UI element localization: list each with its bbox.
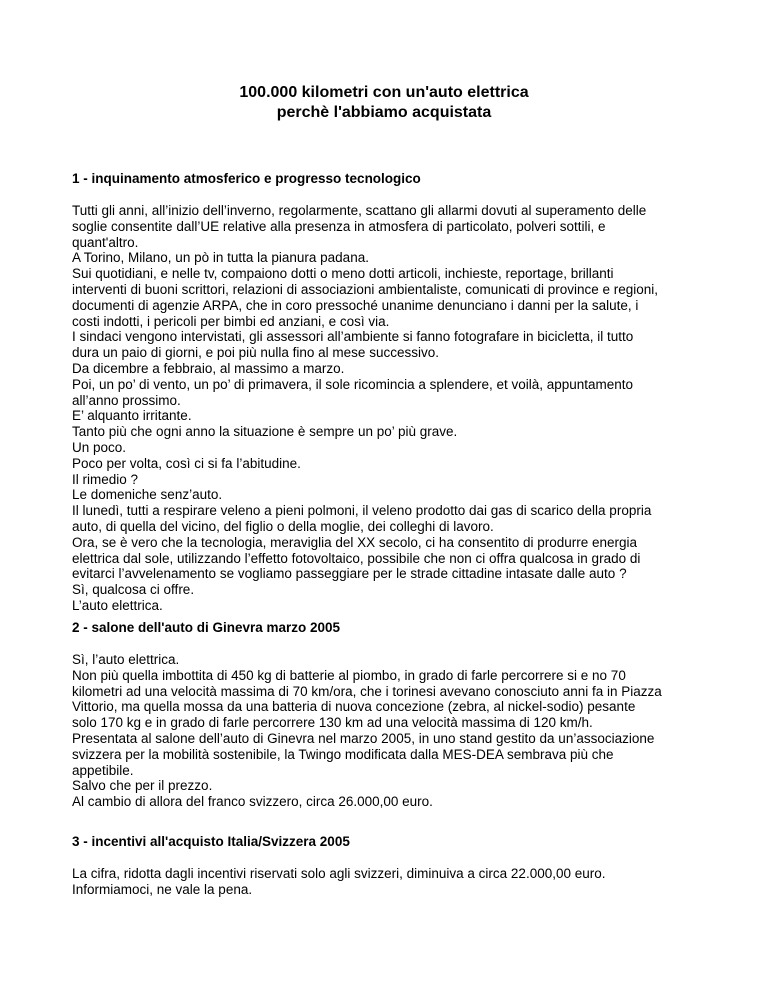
paragraph-line: Tutti gli anni, all’inizio dell’inverno, regolarmente, scattano gli allarmi dovuti al superamento delle <box>72 203 647 218</box>
paragraph-line: I sindaci vengono intervistati, gli assessori all’ambiente si fanno fotografare in bicicletta, il tutto <box>72 329 634 345</box>
paragraph-line: documenti di agenzie ARPA, che in coro pressoché unanime denunciano i danni per la salute, i <box>72 297 639 313</box>
paragraph-line: Vittorio, ma quella mossa da una batteria di nuova concezione (zebra, al nickel-sodio) pesante <box>72 699 636 715</box>
section-body <box>72 652 712 810</box>
section-heading: 3 - incentivi all'acquisto Italia/Svizzera 2005 <box>72 834 350 849</box>
paragraph-line: Presentata al salone dell’auto di Ginevra nel marzo 2005, in uno stand gestito da un’associazione <box>72 730 655 746</box>
document-title <box>0 83 768 123</box>
section-heading: 2 - salone dell'auto di Ginevra marzo 2005 <box>72 620 341 635</box>
paragraph-line: E’ alquanto irritante. <box>72 408 192 424</box>
paragraph-line: Salvo che per il prezzo. <box>72 778 213 794</box>
section-heading: 1 - inquinamento atmosferico e progresso tecnologico <box>72 171 421 186</box>
paragraph-line: svizzera per la mobilità sostenibile, la Twingo modificata dalla MES-DEA sembrava più che <box>72 746 614 762</box>
paragraph-line: A Torino, Milano, un pò in tutta la pianura padana. <box>72 250 369 266</box>
paragraph-line: evitarci l’avvelenamento se vogliamo passeggiare per le strade cittadine intasate dalle auto ? <box>72 566 627 582</box>
section-1 <box>72 171 712 614</box>
paragraph-line: Sui quotidiani, e nelle tv, compaiono dotti o meno dotti articoli, inchieste, reportage, brillanti <box>72 266 614 282</box>
paragraph-line: Il rimedio ? <box>72 471 139 487</box>
section-2 <box>72 620 712 810</box>
paragraph-line: costi indotti, i pericoli per bimbi ed anziani, e così via. <box>72 313 390 329</box>
paragraph-line: Poi, un po’ di vento, un po’ di primavera, il sole ricomincia a splendere, et voilà, appuntamento <box>72 376 634 392</box>
section-3 <box>72 834 712 898</box>
paragraph-line: quant'altro. <box>72 234 139 250</box>
paragraph-line: solo 170 kg e in grado di farle percorrere 130 km ad una velocità massima di 120 km/h. <box>72 715 593 731</box>
paragraph-line: Un poco. <box>72 439 127 455</box>
paragraph-line: Non più quella imbottita di 450 kg di batterie al piombo, in grado di farle percorrere si e no 70 <box>72 667 626 683</box>
paragraph-line: Sì, l’auto elettrica. <box>72 652 180 667</box>
section-body <box>72 203 712 614</box>
title-line-1: 100.000 kilometri con un'auto elettrica <box>239 84 529 101</box>
section-body <box>72 866 712 898</box>
paragraph-line: Informiamoci, ne vale la pena. <box>72 881 253 897</box>
paragraph-line: elettrica dal sole, utilizzando l’effetto fotovoltaico, possibile che non ci offra qualcosa in grado di <box>72 550 641 566</box>
paragraph-line: Al cambio di allora del franco svizzero, circa 26.000,00 euro. <box>72 794 433 810</box>
paragraph-line: auto, di quella del vicino, del figlio o della moglie, dei colleghi di lavoro. <box>72 518 494 534</box>
paragraph-line: Ora, se è vero che la tecnologia, meraviglia del XX secolo, ci ha consentito di produrre energia <box>72 534 638 550</box>
paragraph-line: kilometri ad una velocità massima di 70 km/ora, che i torinesi avevano conosciuto anni fa in Piazza <box>72 683 662 699</box>
paragraph-line: Il lunedì, tutti a respirare veleno a pieni polmoni, il veleno prodotto dai gas di scarico della propria <box>72 503 652 519</box>
title-line-2: perchè l'abbiamo acquistata <box>276 104 492 121</box>
paragraph-line: Poco per volta, così ci si fa l’abitudine. <box>72 455 301 471</box>
paragraph-line: appetibile. <box>72 762 134 778</box>
paragraph-line: La cifra, ridotta dagli incentivi riservati solo agli svizzeri, diminuiva a circa 22.000,00 euro. <box>72 866 606 881</box>
paragraph-line: Le domeniche senz’auto. <box>72 487 223 503</box>
paragraph-line: soglie consentite dall’UE relative alla presenza in atmosfera di particolato, polveri sottili, e <box>72 218 606 234</box>
paragraph-line: Da dicembre a febbraio, al massimo a marzo. <box>72 360 345 376</box>
paragraph-line: Sì, qualcosa ci offre. <box>72 582 195 598</box>
paragraph-line: dura un paio di giorni, e poi più nulla fino al mese successivo. <box>72 345 439 361</box>
paragraph-line: interventi di buoni scrittori, relazioni di associazioni ambientaliste, comunicati di province e regioni, <box>72 281 659 297</box>
paragraph-line: all’anno prossimo. <box>72 392 181 408</box>
paragraph-line: L’auto elettrica. <box>72 597 163 613</box>
paragraph-line: Tanto più che ogni anno la situazione è sempre un po’ più grave. <box>72 424 458 440</box>
